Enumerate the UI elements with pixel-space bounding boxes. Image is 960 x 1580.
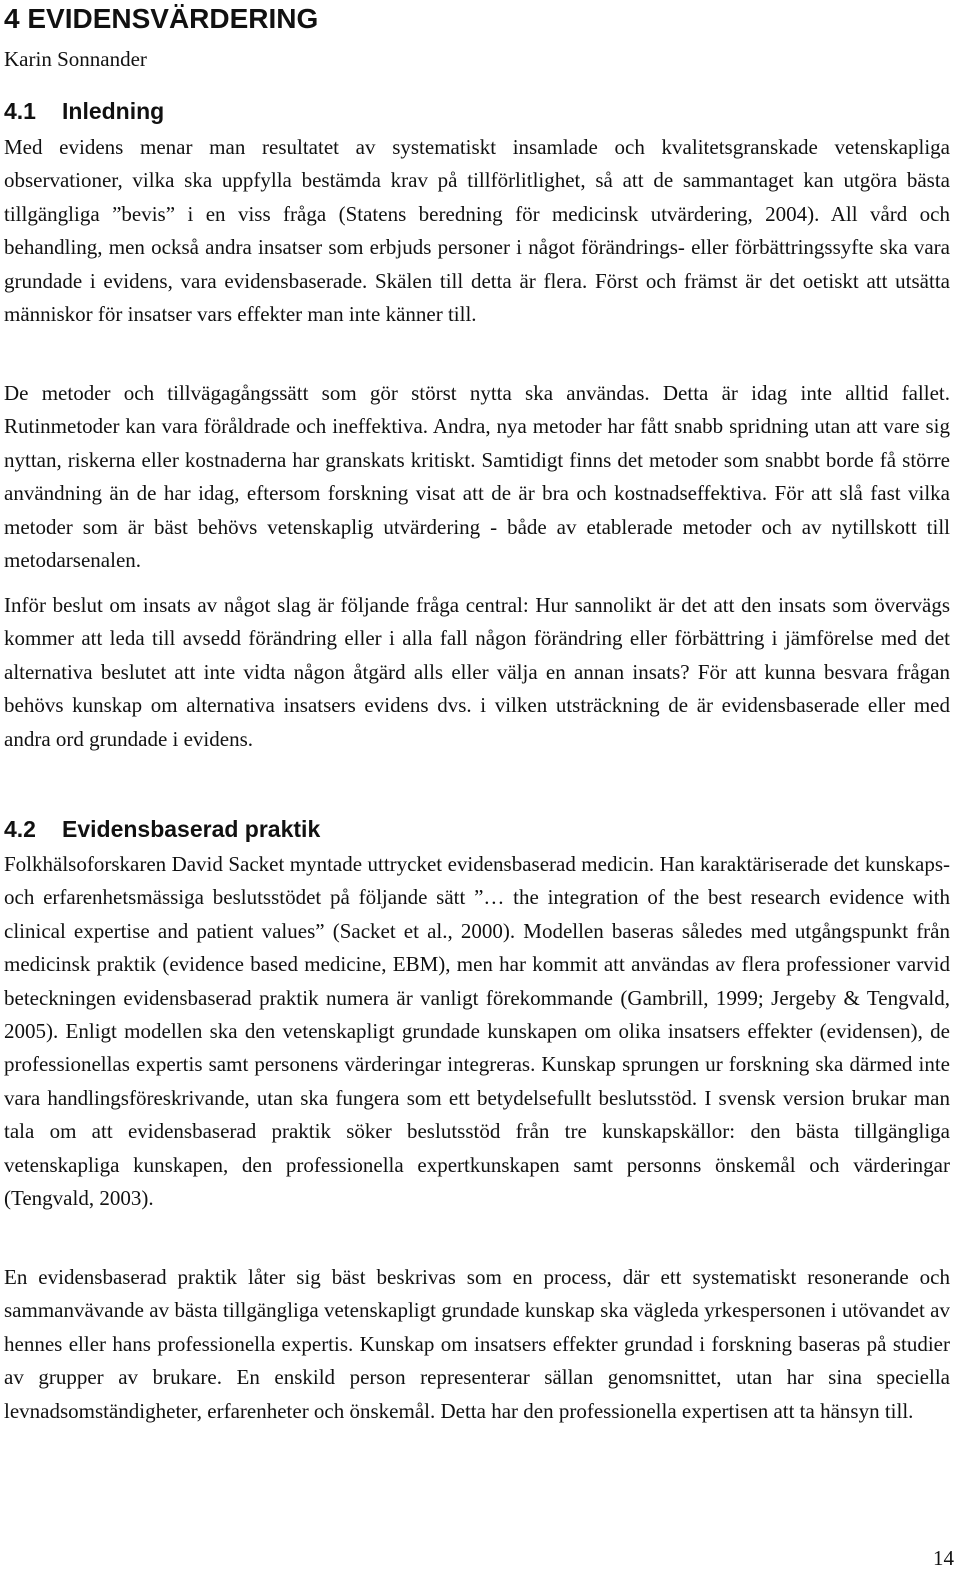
paragraph: De metoder och tillvägagångssätt som gör störst nytta ska användas. Detta är idag inte alltid fallet. Rutinmetoder kan vara föråldrade och ineffektiva. Andra, nya metoder har fått snabb spridning utan att vare sig nyttan, riskerna eller kostnaderna har granskats kritiskt. Samtidigt finns det metoder som snabbt borde få större användning än de har idag, eftersom forskning visat att de är bra och kostnadseffektiva. För att slå fast vilka metoder som är bäst behövs vetenskaplig utvärdering - både av etablerade metoder och av nytillskott till metodarsenalen. [4, 381, 950, 573]
section-number: 4.2 [4, 816, 36, 842]
author-name: Karin Sonnander [4, 47, 147, 71]
section-heading-evidensbaserad-praktik [4, 814, 320, 844]
section-number: 4.1 [4, 98, 36, 124]
chapter-title: 4 EVIDENSVÄRDERING [4, 3, 319, 34]
paragraph: Inför beslut om insats av något slag är följande fråga central: Hur sannolikt är det att den insats som övervägs kommer att leda till avsedd förändring eller i alla fall någon förändring eller förbättring i jämförelse med det alternativa beslutet att inte vidta någon åtgärd alls eller välja en annan insats? För att kunna besvara frågan behövs kunskap om alternativa insatsers evidens dvs. i vilken utsträckning de är evidensbaserade eller med andra ord grundade i evidens. [4, 593, 950, 751]
section-title: Inledning [62, 98, 165, 124]
paragraph: Folkhälsoforskaren David Sacket myntade uttrycket evidensbaserad medicin. Han karaktäriserade det kunskaps- och erfarenhetsmässiga beslutsstödet på följande sätt ”… the integration of the best research evidence with clinical expertise and patient values” (Sacket et al., 2000). Modellen baseras således med utgångspunkt från medicinsk praktik (evidence based medicine, EBM), men har kommit att användas av flera professioner varvid beteckningen evidensbaserad praktik numera är vanligt förekommande (Gambrill, 1999; Jergeby & Tengvald, 2005). Enligt modellen ska den vetenskapligt grundade kunskapen om olika insatsers effekter (evidensen), de professionellas expertis samt personens värderingar integreras. Kunskap sprungen ur forskning ska därmed inte vara handlingsföreskrivande, utan ska fungera som ett betydelsefullt beslutsstöd. I svensk version brukar man tala om att evidensbaserad praktik söker beslutsstöd från tre kunskapskällor: den bästa tillgängliga vetenskapliga kunskapen, den professionella expertkunskapen samt personns önskemål och värderingar (Tengvald, 2003). [4, 852, 950, 1211]
paragraph: En evidensbaserad praktik låter sig bäst beskrivas som en process, där ett systematiskt resonerande och sammanvävande av bästa tillgängliga vetenskapligt grundade kunskap ska vägleda yrkespersonen i utövandet av hennes eller hans professionella expertis. Kunskap om insatsers effekter grundad i forskning baseras på studier av grupper av brukare. En enskild person representerar sällan genomsnittet, utan har sina speciella levnadsomständigheter, erfarenheter och önskemål. Detta har den professionella expertisen att ta hänsyn till. [4, 1265, 950, 1423]
page-number: 14 [933, 1546, 954, 1570]
section-heading-inledning [4, 96, 164, 126]
paragraph: Med evidens menar man resultatet av systematiskt insamlade och kvalitetsgranskade vetenskapliga observationer, vilka ska uppfylla bestämda krav på tillförlitlighet, så att de sammantaget kan utgöra bästa tillgängliga ”bevis” i en viss fråga (Statens beredning för medicinsk utvärdering, 2004). All vård och behandling, men också andra insatser som erbjuds personer i något förändrings- eller förbättringssyfte ska vara grundade i evidens, vara evidensbaserade. Skälen till detta är flera. Först och främst är det oetiskt att utsätta människor för insatser vars effekter man inte känner till. [4, 135, 950, 327]
section-title: Evidensbaserad praktik [62, 816, 321, 842]
